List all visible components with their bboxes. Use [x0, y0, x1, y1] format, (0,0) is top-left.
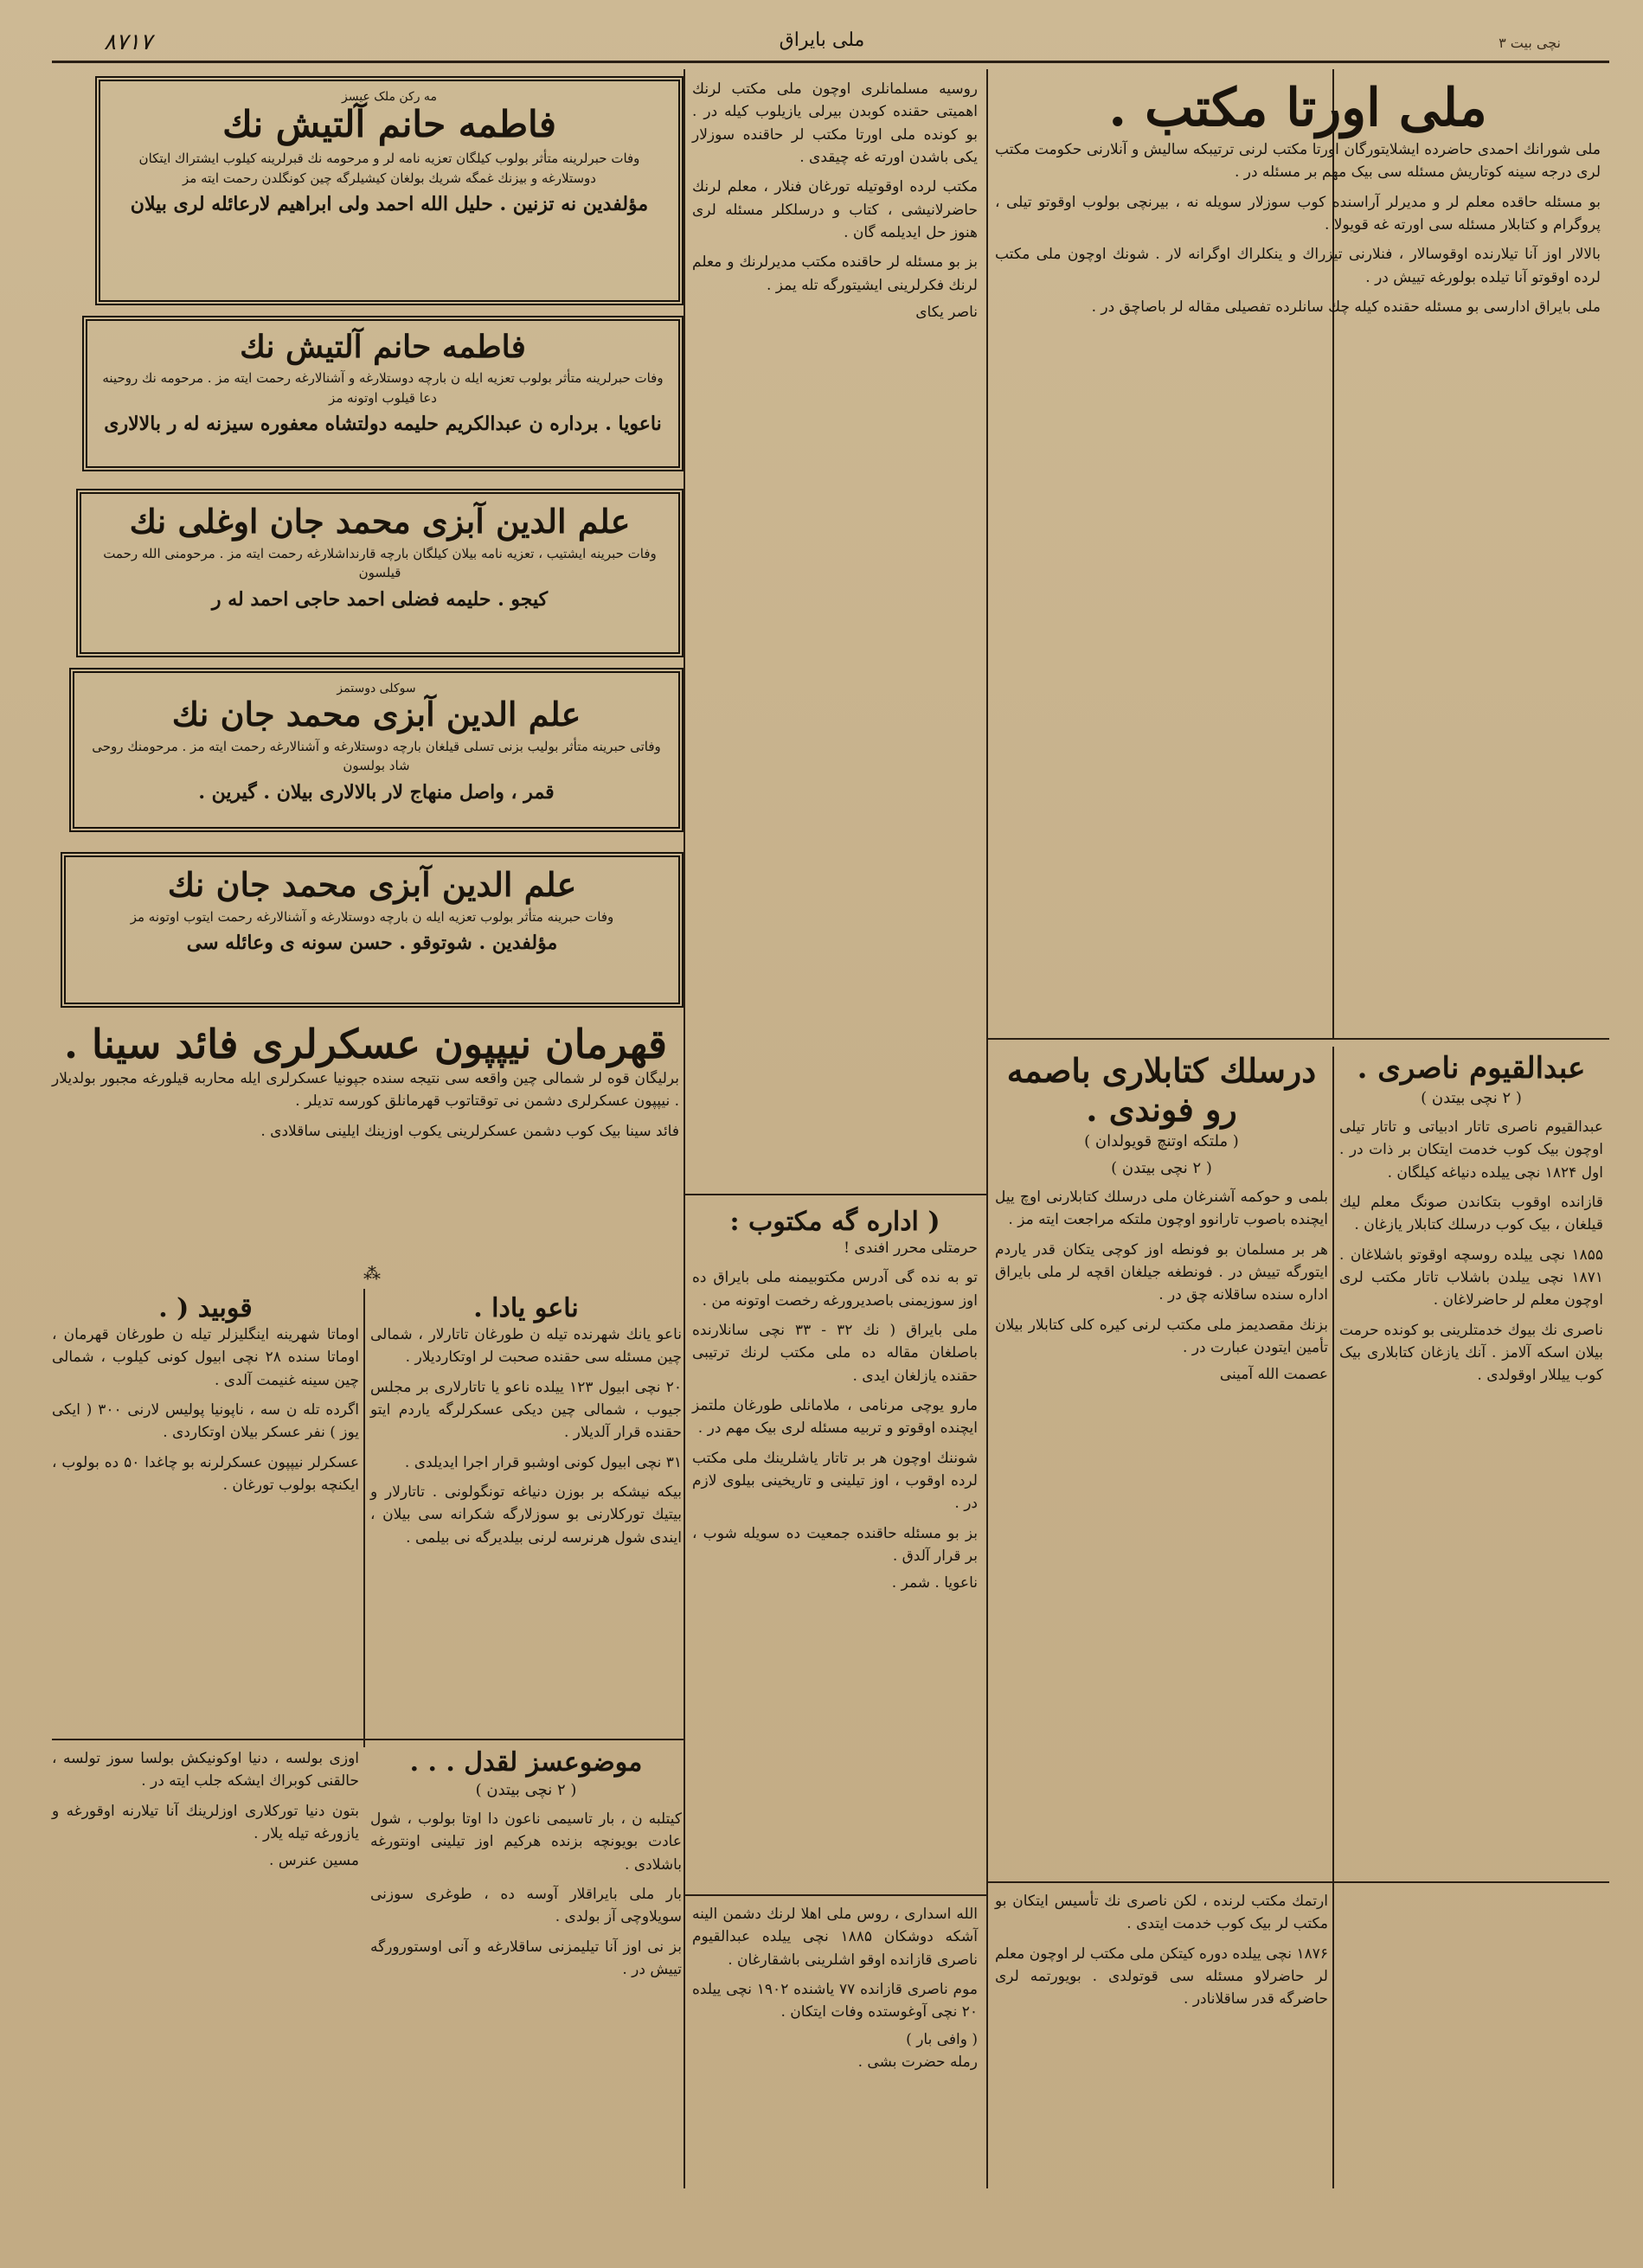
- aux-paragraph: [995, 1038, 996, 1039]
- naguya-note: بیکه نیشکه بر بوزن دنیاغه تونگولونی . تاتارلار و بیتیك تورکلارنی بو سوزلارگه شکرانه سی بیلان ، ایندی شول هرنرسه لرنی بیلدیرگه نی بیلمی .: [370, 1483, 682, 1547]
- box-body: وفات حبرلرینه متأثر بولوب تعزیه ایله ن بارچه دوستلارغه و آشنالارغه رحمت ایته مز . مرحومه نك روحینه دعا قیلوب اوتونه مز: [102, 370, 664, 406]
- quwayd-paragraph: اگرده تله ن سه ، ناپونیا پولیس لارنی ۳۰۰ ( ایکی یوز ) نفر عسکر بیلان اوتکاردی .: [52, 1401, 359, 1442]
- box-name: علم الدین آبزی محمد جان نك: [167, 865, 577, 904]
- subject-paragraph: کیتلبه ن ، بار تاسیمی ناعون دا اوتا بولوب ، شول عادت بویونچه بزنده هرکیم اوز تیلینی اونتورغه باشلادی .: [370, 1810, 682, 1874]
- letter-paragraph: شوننك اوچون هر بر تاتار یاشلرینك ملی مکتب لرده اوقوب ، اوز تیلینی و تاریخینی بیلوی لازم در .: [692, 1449, 978, 1513]
- condolence-box-3: [76, 489, 684, 657]
- hero-paragraph: فائد سینا بیک کوب دشمن عسکرلرینی یکوب اوزینك ایلینی ساقلادی .: [260, 1122, 679, 1140]
- nasiri-paragraph: ۱۸۵۵ نچی ییلده روسچه اوقوتو باشلاغان . ۱۸۷۱ نچی ییلدن باشلاب تاتار مکتب لری اوچون معلم لر حاضرلاغان .: [1339, 1246, 1603, 1310]
- nasiri-paragraph: عبدالقیوم ناصری تاتار ادبیاتی و تاتار تیلی اوچون بیک کوب خدمت ایتکان بر ذات در . اول ۱۸۲۴ نچی ییلده دنیاغه کیلگان .: [1339, 1118, 1603, 1182]
- newspaper-title: ملی بایراق: [779, 29, 865, 51]
- textbooks-signature: عصمت الله آمینی: [1219, 1366, 1328, 1384]
- box-body: وفات حبرلرینه متأثر بولوب کیلگان تعزیه نامه لر و مرحومه نك قبرلرینه کیلوب ایشتراك ایتکان دوستلارغه و بیزنك غمگه شریك بولغان کیشیلرگه چین کونگلدن رحمت ایته مز: [138, 151, 640, 186]
- column-divider: [986, 69, 988, 2188]
- box-signature: مؤلفدین نه تزنین . حلیل الله احمد ولی ابراهیم لارعائله لری بیلان: [130, 193, 649, 216]
- bottom-left-article: [52, 1747, 359, 2180]
- box-name: علم الدین آبزی محمد جان نك: [171, 695, 581, 734]
- nasiri-paragraph: قازانده اوقوب بتکاندن صونگ معلم لیك قیلغان ، بیک کوب درسلك کتابلار یازغان .: [1339, 1194, 1603, 1234]
- box-signature: ناعویا . برداره ن عبدالکریم حلیمه دولتشاه معفوره سیزنه له ر بالالاری: [104, 413, 662, 436]
- hero-article: [52, 1021, 679, 1272]
- letter-paragraph: بز بو مسئله حاقنده جمعیت ده سویله شوب ، بر قرار آلدق .: [692, 1524, 978, 1566]
- column-divider: [1332, 1047, 1334, 2188]
- subject-article: [370, 1747, 682, 2180]
- box-name: علم الدین آبزی محمد جان اوغلی نك: [129, 502, 631, 541]
- naguya-paragraph: ۲۰ نچی ابیول ۱۲۳ ییلده ناعو یا تاتارلاری بر مجلس جیوب ، شمالی چین دیکی عسکرلرگه یاردم ایتو حقنده قرار آلدیلار .: [370, 1378, 682, 1442]
- box-prefix: سوکلی دوستمز: [337, 682, 416, 695]
- bottom-right-article: [995, 1890, 1328, 2180]
- box-body: وفاتی حبرینه متأثر بولیب بزنی تسلی قیلغان بارچه دوستلارغه و آشنالارغه رحمت ایته مز . مرحومنك روحی شاد بولسون: [92, 738, 661, 774]
- box-body: وفات حبرینه متأثر بولوب تعزیه ایله ن بارچه دوستلارغه و آشنالارغه رحمت ایتوب اوتونه مز: [130, 908, 614, 925]
- middle-upper-article: [692, 78, 978, 1185]
- quwayd-paragraph: عسکرلر نیپپون عسکرلرنه بو چاغدا ۵۰ ده بولوب ، ایکنچه بولوب تورغان .: [52, 1453, 360, 1495]
- nasiri-title: عبدالقیوم ناصری .: [1357, 1051, 1586, 1086]
- condolence-box-1: [95, 76, 684, 305]
- section-rule: [684, 1894, 986, 1896]
- naguya-paragraph: ناعو یانك شهرنده تیله ن طورغان تاتارلار ، شمالی چین مسئله سی حقنده صحبت لر اوتکاردیلار .: [370, 1326, 682, 1367]
- middle-paragraph: مکتب لرده اوقوتیله تورغان فنلار ، معلم لرنك حاضرلانیشی ، کتاب و درسلکلر مسئله لری هنوز حل ایدیلمه گان .: [692, 178, 978, 242]
- bottom-left-paragraph: اوزی بولسه ، دنیا اوکونیکش بولسا سوز تولسه ، حالقنی کوبراك ایشکه جلب ایته در .: [52, 1750, 359, 1791]
- bottom-right-paragraph: ۱۸۷۶ نچی ییلده دوره کیتکن ملی مکتب لر اوچون معلم لر حاضرلاو مسئله سی قوتولدی . بویورتمه لری حاضرگه قدر ساقلانادر .: [995, 1944, 1328, 2009]
- bottom-right-paragraph: ارتمك مکتب لرنده ، لکن ناصری نك تأسیس ایتکان بو مکتب لر بیک کوب خدمت ایتدی .: [995, 1893, 1328, 1933]
- condolence-box-2: [82, 316, 684, 471]
- naguya-paragraph: ۳۱ نچی ابیول کونی اوشبو قرار اجرا ایدیلدی .: [404, 1453, 682, 1471]
- hidden-filler: [995, 1038, 996, 1039]
- bottom-middle-article: [692, 1903, 978, 2180]
- box-name: فاطمه حانم آلتیش نك: [240, 329, 526, 365]
- letter-paragraph: تو به نده گی آدرس مکتوبیمنه ملی بایراق ده اوز سوزیمنی باصدیرورغه رخصت اوتونه من .: [692, 1269, 978, 1310]
- naguya-article: [370, 1293, 682, 1734]
- naguya-title: ناعو یادا .: [473, 1293, 579, 1323]
- textbooks-paragraph: بزنك مقصدیمز ملی مکتب لرنی کیره کلی کتابلار بیلان تأمین ایتودن عبارت در .: [995, 1316, 1328, 1357]
- column-divider: [684, 69, 685, 2188]
- nasiri-article: [1339, 1051, 1603, 2175]
- middle-paragraph: روسیه مسلمانلری اوچون ملی مکتب لرنك اهمیتی حقنده کوبدن بیرلی یازیلوب کیله در . بو کونده ملی اورتا مکتب لر حاقنده سوزلار یکی باشدن اورته غه چیقدی .: [692, 80, 978, 167]
- bottom-left-paragraph: بتون دنیا تورکلاری اوزلرینك آنا تیلارنه اوقورغه و یازورغه تیله یلار .: [52, 1802, 359, 1843]
- condolence-box-5: [61, 852, 684, 1008]
- box-signature: کیجو . حلیمه فضلی احمد حاجی احمد له ر: [211, 587, 549, 611]
- hero-paragraph: برلیگان قوه لر شمالی چین واقعه سی نتیجه سنده جپونیا عسکرلری ایله محاربه قیلورغه مجبور بولدیلار . نیپپون عسکرلری دشمن نی توقتاتوب قهرمانلق کورسه تدیلر .: [52, 1070, 679, 1111]
- masthead-paragraph: بالالار اوز آنا تیلارنده اوقوسالار ، فنلارنی تیزراك و ینکلراك اوگرانه لار . شونك اوچون ملی مکتب لرده اوقوتو آنا تیلده بولورغه تییش در .: [995, 246, 1601, 286]
- quwayd-article: [52, 1293, 359, 1734]
- hero-title: قهرمان نیپپون عسکرلری فائد سینا .: [63, 1021, 668, 1067]
- nasiri-subtitle: ( ۲ نچی بیتدن ): [1421, 1089, 1522, 1107]
- masthead-paragraph: ملی شورانك احمدی حاضرده ایشلایتورگان اورتا مکتب لرنی ترتیبکه سالیش و آنلارنی حکومت مکتب لری درجه سینه کوتاریش مسئله سی بیک مهم بر مسئله در .: [995, 141, 1601, 182]
- condolence-box-4: [69, 668, 684, 832]
- letter-salute: حرمتلی محرر افندی !: [844, 1240, 978, 1257]
- masthead-article: [995, 78, 1601, 1034]
- letter-article: [692, 1207, 978, 1890]
- nasiri-paragraph: ناصری نك بیوك خدمتلرینی بو کونده حرمت بیلان اسکه آلامز . آنك یازغان کتابلاری بیک کوب ییللار اوقولدی .: [1339, 1321, 1603, 1385]
- masthead-paragraph: ملی بایراق ادارسی بو مسئله حقنده کیله چك سانلرده تفصیلی مقاله لر باصاچق در .: [1091, 298, 1601, 317]
- bottom-left-signature: مسین عنرس .: [269, 1852, 359, 1870]
- box-prefix: مه رکن ملک عیسز: [342, 90, 437, 104]
- textbooks-title: درسلك کتابلاری باصمه رو فوندی .: [1006, 1051, 1317, 1129]
- textbooks-paragraph: بلمی و حوکمه آشنرغان ملی درسلك کتابلارنی اوچ ییل ایچنده باصوب تارانوو اوچون ملتکه مراجعت ایته مز .: [995, 1188, 1328, 1229]
- letter-title: ( اداره گه مکتوب :: [729, 1207, 940, 1237]
- subject-title: موضوعسز لقدل . . .: [409, 1747, 643, 1778]
- column-divider: [363, 1289, 365, 1747]
- section-rule: [986, 1038, 1609, 1040]
- page-label: ۳ نچی بیت: [1499, 35, 1561, 51]
- box-signature: قمر ، واصل منهاج لار بالالاری بیلان . گیرین .: [198, 780, 555, 804]
- box-name: فاطمه حانم آلتیش نك: [222, 103, 556, 145]
- letter-paragraph: مارو یوچی مرنامی ، ملامانلی طورغان ملتمز ایچنده اوقوتو و تربیه مسئله لری بیک مهم در .: [692, 1397, 978, 1438]
- letter-signature: ناعویا . شمر .: [891, 1574, 978, 1592]
- divider-ornament: ⁂: [363, 1263, 381, 1284]
- middle-signature: ناصر یکای: [915, 304, 978, 322]
- header-rule: [52, 61, 1609, 63]
- textbooks-article: [995, 1051, 1328, 1877]
- masthead-paragraph: بو مسئله حاقده معلم لر و مدیرلر آراسنده کوب سوزلار سویله نه ، بیرنچی بولوب اوقوتو تیلی ، پروگرام و کتابلار مسئله سی اورته غه قویولا .: [995, 193, 1601, 234]
- section-rule: [52, 1739, 684, 1740]
- section-rule: [684, 1194, 986, 1195]
- box-signature: مؤلفدین . شوتوقو . حسن سونه ی وعائله سی: [186, 932, 558, 955]
- subject-paragraph: بز نی اوز آنا تیلیمزنی ساقلارغه و آنی اوستورورگه تییش در .: [370, 1938, 682, 1979]
- masthead-title: ملی اورتا مکتب .: [1108, 78, 1487, 138]
- middle-paragraph: بز بو مسئله لر حاقنده مکتب مدیرلرنك و معلم لرنك فکرلرینی ایشیتورگه تله یمز .: [692, 253, 978, 294]
- box-body: وفات حبرینه ایشتیب ، تعزیه نامه بیلان کیلگان بارچه قارنداشلارغه رحمت ایته مز . مرحومنی الله رحمت قیلسون: [103, 545, 657, 581]
- bottom-middle-paragraph: الله اسداری ، روس ملی اهلا لرنك دشمن الینه آشکه دوشکان ۱۸۸۵ نچی ییلده عبدالقیوم ناصری قازانده اوقو اشلرینی باشقارغان .: [692, 1906, 978, 1969]
- textbooks-subtitle: ( ملتکه اوتنچ قویولدان ): [1084, 1132, 1239, 1150]
- bottom-middle-paragraph: موم ناصری قازانده ۷۷ یاشنده ۱۹۰۲ نچی ییلده ۲۰ نچی آوغوستده وفات ایتکان .: [692, 1981, 978, 2021]
- subject-subtitle: ( ۲ نچی بیتدن ): [475, 1781, 577, 1799]
- quwayd-paragraph: اوماتا شهرینه اینگلیزلر تیله ن طورغان قهرمان ، اوماتا سنده ۲۸ نچی ابیول کونی کیلوب ، شمالی چین سینه غنیمت آلدی .: [52, 1326, 359, 1389]
- textbooks-continuation: ( ۲ نچی بیتدن ): [1111, 1159, 1212, 1177]
- issue-number: ۸۷۱۷: [104, 29, 152, 55]
- page-header: [0, 26, 1643, 55]
- quwayd-title: قوبید ( .: [158, 1293, 253, 1323]
- bottom-middle-note: ( وافی بار ): [906, 2030, 978, 2048]
- subject-paragraph: بار ملی بایراقلار آوسه ده ، طوغری سوزنی سویلاوچی آز بولدی .: [370, 1886, 682, 1926]
- bottom-middle-signature: رمله حضرت بشی .: [857, 2053, 978, 2071]
- letter-paragraph: ملی بایراق ( نك ۳۲ - ۳۳ نچی سانلارنده باصلغان مقاله ده ملی مکتب لرنك ترتیبی حقنده یازلغان ایدی .: [692, 1322, 978, 1385]
- textbooks-paragraph: هر بر مسلمان بو فونطه اوز کوچی یتکان قدر یاردم ایتورگه تییش در . فونطغه جیلغان اقچه لر ملی بایراق اداره سنده ساقلانه چق در .: [995, 1240, 1328, 1304]
